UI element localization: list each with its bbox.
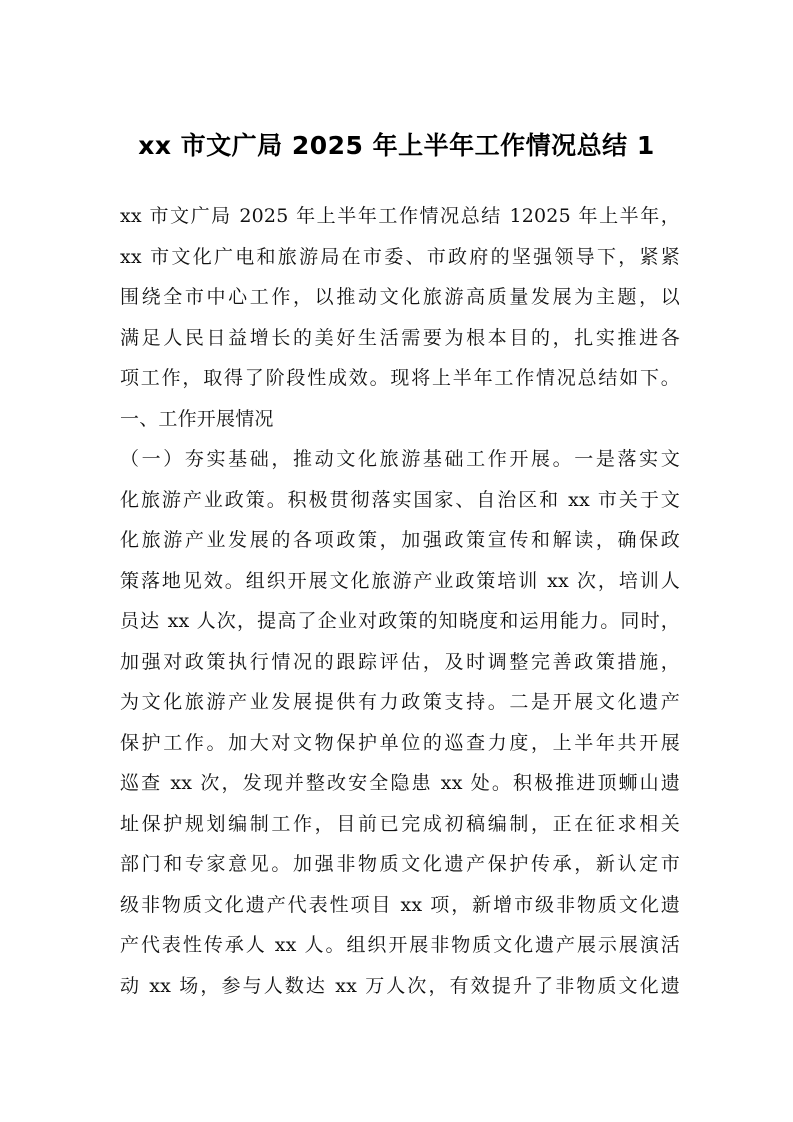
body-line: 保护工作。加大对文物保护单位的巡查力度，上半年共开展 bbox=[120, 731, 680, 754]
body-line: 动 xx 场，参与人数达 xx 万人次，有效提升了非物质文化遗 bbox=[120, 974, 680, 997]
body-line: 围绕全市中心工作，以推动文化旅游高质量发展为主题，以 bbox=[120, 286, 680, 308]
body-line: 为文化旅游产业发展提供有力政策支持。二是开展文化遗产 bbox=[120, 691, 680, 713]
body-line: 策落地见效。组织开展文化旅游产业政策培训 xx 次，培训人 bbox=[120, 569, 680, 592]
body-line: （一）夯实基础，推动文化旅游基础工作开展。一是落实文 bbox=[120, 448, 680, 470]
body-line: 级非物质文化遗产代表性项目 xx 项，新增市级非物质文化遗 bbox=[120, 893, 680, 916]
body-line: 址保护规划编制工作，目前已完成初稿编制，正在征求相关 bbox=[120, 812, 680, 835]
document-title: xx 市文广局 2025 年上半年工作情况总结 1 bbox=[138, 131, 655, 160]
body-line: 化旅游产业政策。积极贯彻落实国家、自治区和 xx 市关于文 bbox=[120, 488, 680, 511]
body-line: xx 市文化广电和旅游局在市委、市政府的坚强领导下，紧紧 bbox=[120, 245, 680, 268]
body-line: xx 市文广局 2025 年上半年工作情况总结 12025 年上半年， bbox=[120, 205, 680, 227]
body-line: 巡查 xx 次，发现并整改安全隐患 xx 处。积极推进顶蛳山遗 bbox=[120, 772, 680, 794]
body-line: 部门和专家意见。加强非物质文化遗产保护传承，新认定市 bbox=[120, 853, 680, 875]
body-line: 满足人民日益增长的美好生活需要为根本目的，扎实推进各 bbox=[120, 326, 680, 349]
body-line: 员达 xx 人次，提高了企业对政策的知晓度和运用能力。同时， bbox=[120, 610, 680, 632]
document-body bbox=[120, 196, 680, 1006]
body-line: 项工作，取得了阶段性成效。现将上半年工作情况总结如下。 bbox=[120, 367, 680, 389]
section-heading: 一、工作开展情况 bbox=[120, 407, 274, 430]
body-line: 加强对政策执行情况的跟踪评估，及时调整完善政策措施， bbox=[120, 650, 680, 673]
body-line: 化旅游产业发展的各项政策，加强政策宣传和解读，确保政 bbox=[120, 529, 680, 551]
body-line: 产代表性传承人 xx 人。组织开展非物质文化遗产展示展演活 bbox=[120, 934, 680, 956]
